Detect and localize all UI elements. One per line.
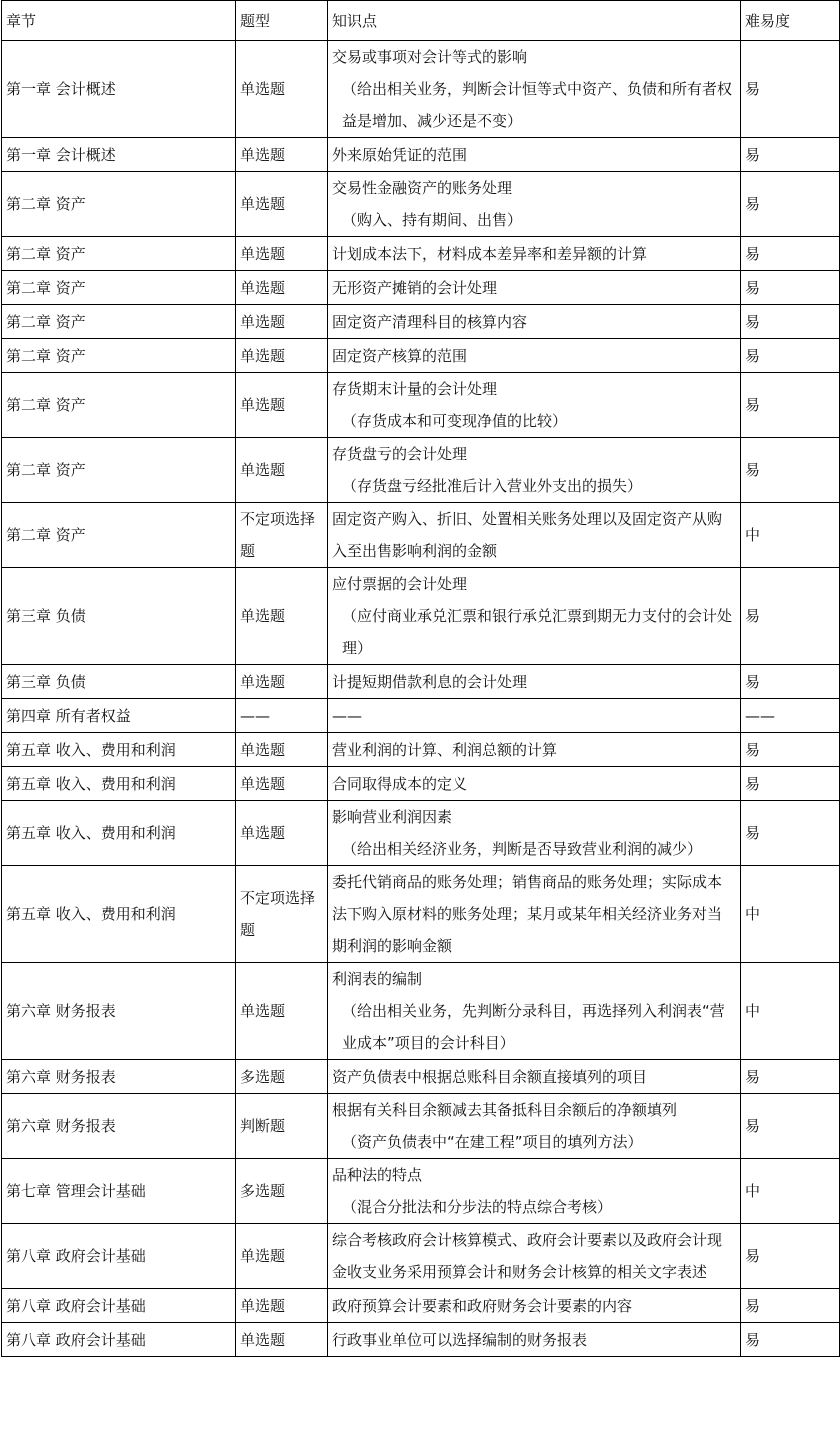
knowledge-point-text: 综合考核政府会计核算模式、政府会计要素以及政府会计现金收支业务采用预算会计和财务会计核算的相关文字表述 [332,1231,723,1281]
question-type-cell: 单选题 [236,237,328,271]
table-row [2,373,840,438]
table-body [2,41,840,1357]
chapter-cell: 第五章 收入、费用和利润 [2,767,236,801]
knowledge-point-text: 无形资产摊销的会计处理 [332,278,498,297]
knowledge-point-text: 根据有关科目余额减去其备抵科目余额后的净额填列 [332,1101,678,1119]
table-row [2,339,840,373]
knowledge-point-cell [328,339,741,373]
question-type-cell: 单选题 [236,1224,328,1289]
knowledge-point-note: （存货成本和可变现净值的比较） [342,412,568,430]
question-type-cell: 单选题 [236,801,328,866]
knowledge-point-cell [328,963,741,1060]
chapter-cell: 第二章 资产 [2,373,236,438]
difficulty-cell: 易 [741,733,840,767]
difficulty-cell: 易 [741,1094,840,1159]
knowledge-point-cell [328,568,741,665]
knowledge-point-text: 计划成本法下，材料成本差异率和差异额的计算 [332,244,648,263]
chapter-cell: 第一章 会计概述 [2,41,236,138]
knowledge-point-text: 应付票据的会计处理 [332,575,468,593]
table-row [2,699,840,733]
question-type-cell: 单选题 [236,1323,328,1357]
knowledge-point-text: 外来原始凭证的范围 [332,145,468,164]
knowledge-point-cell [328,138,741,172]
knowledge-point-cell [328,1224,741,1289]
knowledge-point-text: 利润表的编制 [332,970,423,988]
knowledge-point-text: 计提短期借款利息的会计处理 [332,672,528,691]
difficulty-cell: 易 [741,1224,840,1289]
chapter-cell: 第二章 资产 [2,305,236,339]
knowledge-point-text: 影响营业利润因素 [332,808,453,826]
header-knowledge-point: 知识点 [328,1,741,41]
question-type-cell: 单选题 [236,438,328,503]
difficulty-cell: 易 [741,1323,840,1357]
difficulty-cell: 易 [741,1060,840,1094]
table-row [2,1323,840,1357]
difficulty-cell: 易 [741,1289,840,1323]
knowledge-point-cell [328,1094,741,1159]
table-row [2,271,840,305]
question-type-cell: 单选题 [236,271,328,305]
table-row [2,1094,840,1159]
knowledge-point-cell [328,699,741,733]
difficulty-cell: 易 [741,271,840,305]
question-type-cell: 多选题 [236,1060,328,1094]
difficulty-cell: 易 [741,172,840,237]
header-type: 题型 [236,1,328,41]
chapter-cell: 第八章 政府会计基础 [2,1323,236,1357]
chapter-cell: 第二章 资产 [2,438,236,503]
chapter-cell: 第二章 资产 [2,172,236,237]
chapter-cell: 第三章 负债 [2,568,236,665]
chapter-cell: 第二章 资产 [2,339,236,373]
difficulty-cell: 易 [741,41,840,138]
knowledge-point-text: 资产负债表中根据总账科目余额直接填列的项目 [332,1067,648,1086]
chapter-cell: 第五章 收入、费用和利润 [2,801,236,866]
knowledge-point-cell [328,733,741,767]
knowledge-point-note: （资产负债表中“在建工程”项目的填列方法） [342,1133,643,1151]
knowledge-point-cell [328,41,741,138]
chapter-cell: 第八章 政府会计基础 [2,1289,236,1323]
question-type-cell: 单选题 [236,568,328,665]
table-row [2,172,840,237]
chapter-cell: 第七章 管理会计基础 [2,1159,236,1224]
knowledge-point-cell [328,866,741,963]
header-chapter: 章节 [2,1,236,41]
difficulty-cell: 易 [741,767,840,801]
knowledge-point-note: （给出相关业务，判断会计恒等式中资产、负债和所有者权益是增加、减少还是不变） [342,80,733,130]
knowledge-point-cell [328,373,741,438]
difficulty-cell: —— [741,699,840,733]
knowledge-point-text: 固定资产核算的范围 [332,346,468,365]
knowledge-point-text: 合同取得成本的定义 [332,774,468,793]
difficulty-cell: 易 [741,801,840,866]
knowledge-point-text: 交易性金融资产的账务处理 [332,179,513,197]
difficulty-cell: 中 [741,503,840,568]
knowledge-point-text: 营业利润的计算、利润总额的计算 [332,740,558,759]
table-row [2,41,840,138]
knowledge-point-cell [328,237,741,271]
question-type-cell: 多选题 [236,1159,328,1224]
knowledge-point-cell [328,767,741,801]
header-difficulty: 难易度 [741,1,840,41]
knowledge-point-cell [328,665,741,699]
question-type-cell: 单选题 [236,1289,328,1323]
knowledge-point-text: 固定资产清理科目的核算内容 [332,312,528,331]
table-row [2,1289,840,1323]
chapter-cell: 第六章 财务报表 [2,1094,236,1159]
chapter-cell: 第六章 财务报表 [2,1060,236,1094]
difficulty-cell: 易 [741,373,840,438]
knowledge-point-text: 行政事业单位可以选择编制的财务报表 [332,1330,588,1349]
question-type-cell: 单选题 [236,138,328,172]
knowledge-point-cell [328,438,741,503]
table-row [2,1159,840,1224]
table-row [2,767,840,801]
question-type-cell: 单选题 [236,767,328,801]
knowledge-point-note: （混合分批法和分步法的特点综合考核） [342,1198,613,1216]
question-type-cell: —— [236,699,328,733]
chapter-cell: 第二章 资产 [2,237,236,271]
knowledge-point-cell [328,801,741,866]
chapter-cell: 第五章 收入、费用和利润 [2,866,236,963]
chapter-cell: 第一章 会计概述 [2,138,236,172]
knowledge-point-cell [328,503,741,568]
table-row [2,568,840,665]
question-type-cell: 单选题 [236,305,328,339]
header-row [2,1,840,41]
chapter-cell: 第二章 资产 [2,271,236,305]
question-type-cell: 单选题 [236,665,328,699]
exam-analysis-table [1,0,840,1357]
question-type-cell: 单选题 [236,733,328,767]
table-row [2,438,840,503]
knowledge-point-note: （存货盘亏经批准后计入营业外支出的损失） [342,477,643,495]
knowledge-point-text: —— [332,706,362,725]
knowledge-point-note: （应付商业承兑汇票和银行承兑汇票到期无力支付的会计处理） [342,607,733,657]
knowledge-point-text: 委托代销商品的账务处理；销售商品的账务处理；实际成本法下购入原材料的账务处理；某月或某年相关经济业务对当期利润的影响金额 [332,873,723,955]
knowledge-point-cell [328,172,741,237]
knowledge-point-cell [328,1323,741,1357]
chapter-cell: 第五章 收入、费用和利润 [2,733,236,767]
table-row [2,866,840,963]
knowledge-point-text: 固定资产购入、折旧、处置相关账务处理以及固定资产从购入至出售影响利润的金额 [332,510,723,560]
difficulty-cell: 中 [741,866,840,963]
chapter-cell: 第六章 财务报表 [2,963,236,1060]
difficulty-cell: 易 [741,438,840,503]
knowledge-point-text: 品种法的特点 [332,1166,423,1184]
knowledge-point-note: （给出相关经济业务，判断是否导致营业利润的减少） [342,840,703,858]
knowledge-point-note: （购入、持有期间、出售） [342,211,523,229]
difficulty-cell: 中 [741,963,840,1060]
table-row [2,1060,840,1094]
difficulty-cell: 易 [741,305,840,339]
chapter-cell: 第八章 政府会计基础 [2,1224,236,1289]
question-type-cell: 单选题 [236,339,328,373]
question-type-cell: 单选题 [236,172,328,237]
question-type-cell: 不定项选择题 [236,866,328,963]
chapter-cell: 第二章 资产 [2,503,236,568]
table-row [2,305,840,339]
table-row [2,1224,840,1289]
table-row [2,963,840,1060]
table-row [2,733,840,767]
knowledge-point-text: 政府预算会计要素和政府财务会计要素的内容 [332,1296,633,1315]
table-row [2,665,840,699]
knowledge-point-note: （给出相关业务，先判断分录科目，再选择列入利润表“营业成本”项目的会计科目） [342,1002,725,1052]
knowledge-point-cell [328,1060,741,1094]
difficulty-cell: 易 [741,665,840,699]
question-type-cell: 单选题 [236,41,328,138]
question-type-cell: 单选题 [236,373,328,438]
chapter-cell: 第三章 负债 [2,665,236,699]
knowledge-point-cell [328,1289,741,1323]
difficulty-cell: 易 [741,237,840,271]
knowledge-point-text: 交易或事项对会计等式的影响 [332,48,528,66]
question-type-cell: 判断题 [236,1094,328,1159]
knowledge-point-text: 存货期末计量的会计处理 [332,380,498,398]
table-row [2,237,840,271]
knowledge-point-cell [328,271,741,305]
difficulty-cell: 中 [741,1159,840,1224]
knowledge-point-text: 存货盘亏的会计处理 [332,445,468,463]
table-row [2,801,840,866]
difficulty-cell: 易 [741,568,840,665]
question-type-cell: 单选题 [236,963,328,1060]
knowledge-point-cell [328,1159,741,1224]
question-type-cell: 不定项选择题 [236,503,328,568]
table-row [2,503,840,568]
difficulty-cell: 易 [741,339,840,373]
difficulty-cell: 易 [741,138,840,172]
chapter-cell: 第四章 所有者权益 [2,699,236,733]
knowledge-point-cell [328,305,741,339]
table-row [2,138,840,172]
